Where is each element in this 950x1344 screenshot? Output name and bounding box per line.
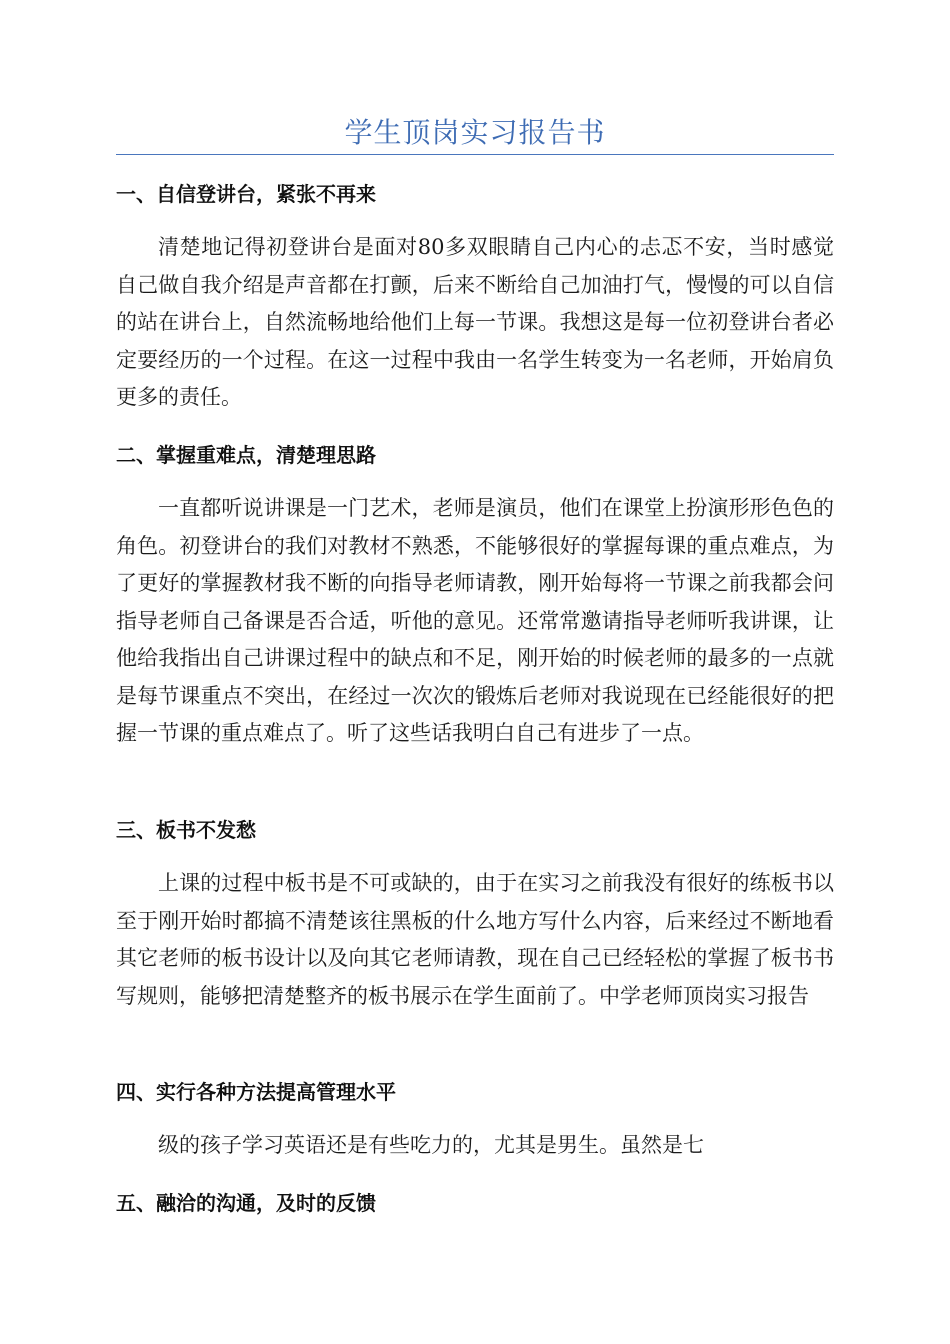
section-body-2: 一直都听说讲课是一门艺术，老师是演员，他们在课堂上扮演形形色色的角色。初登讲台的我们对教材不熟悉，不能够很好的掌握每课的重点难点，为了更好的掌握教材我不断的向指导老师请教，刚开始每将一节课之前我都会问指导老师自己备课是否合适，听他的意见。还常常邀请指导老师听我讲课，让他给我指出自己讲课过程中的缺点和不足，刚开始的时候老师的最多的一点就是每节课重点不突出，在经过一次次的锻炼后老师对我说现在已经能很好的把握一节课的重点难点了。听了这些话我明白自己有进步了一点。	[116, 496, 834, 745]
section-heading-3: 三、板书不发愁	[116, 818, 256, 842]
section-heading-4: 四、实行各种方法提高管理水平	[116, 1080, 396, 1104]
section-body-3: 上课的过程中板书是不可或缺的，由于在实习之前我没有很好的练板书以至于刚开始时都搞不清楚该往黑板的什么地方写什么内容，后来经过不断地看其它老师的板书设计以及向其它老师请教，现在自己已经轻松的掌握了板书书写规则，能够把清楚整齐的板书展示在学生面前了。中学老师顶岗实习报告	[116, 871, 834, 1008]
section-heading-1: 一、自信登讲台，紧张不再来	[116, 182, 376, 206]
section-body-4: 级的孩子学习英语还是有些吃力的，尤其是男生。虽然是七	[158, 1133, 704, 1157]
document-title: 学生顶岗实习报告书	[344, 116, 606, 149]
section-heading-5: 五、融洽的沟通，及时的反馈	[116, 1191, 376, 1215]
title-underline	[116, 154, 834, 155]
section-body-1: 清楚地记得初登讲台是面对80多双眼睛自己内心的忐忑不安，当时感觉自己做自我介绍是声音都在打颤，后来不断给自己加油打气，慢慢的可以自信的站在讲台上，自然流畅地给他们上每一节课。我想这是每一位初登讲台者必定要经历的一个过程。在这一过程中我由一名学生转变为一名老师，开始肩负更多的责任。	[116, 235, 834, 409]
section-heading-2: 二、掌握重难点，清楚理思路	[116, 443, 376, 467]
